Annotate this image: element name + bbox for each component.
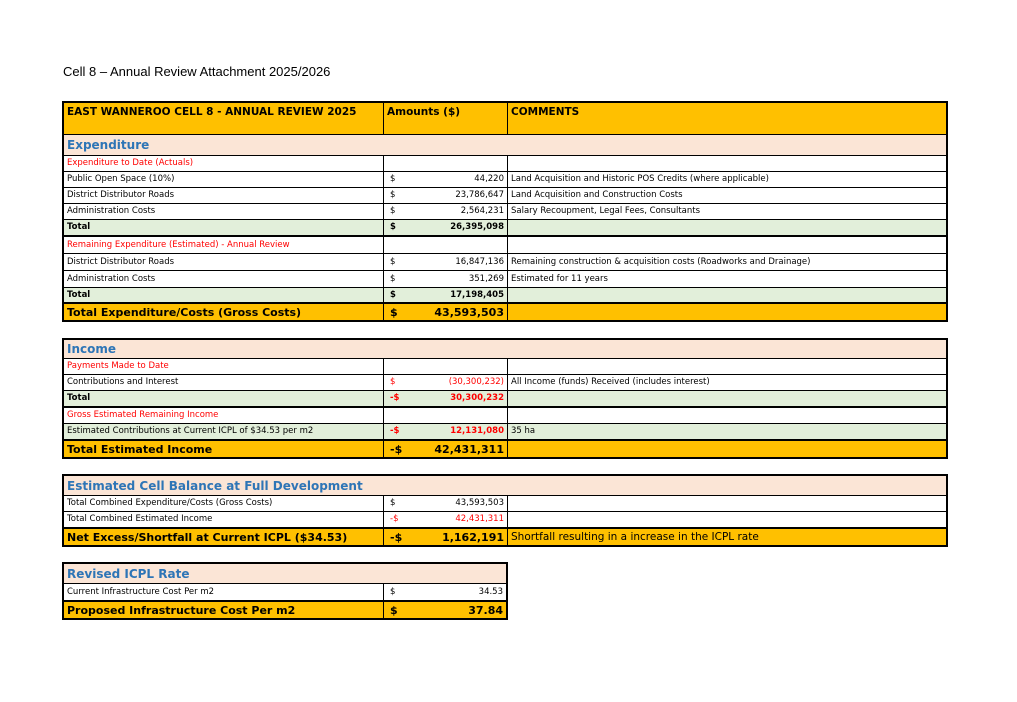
currency-sign: -$ bbox=[390, 530, 403, 544]
empty-cell bbox=[508, 304, 948, 322]
row-label: Total Combined Estimated Income bbox=[62, 512, 384, 529]
table-row bbox=[62, 271, 948, 288]
income-heading-row bbox=[62, 338, 948, 359]
amount-cell bbox=[384, 529, 508, 547]
amount-cell bbox=[384, 375, 508, 391]
amount-cell bbox=[384, 172, 508, 188]
gross-label-row bbox=[62, 408, 948, 424]
table-row bbox=[62, 375, 948, 391]
amount-cell bbox=[384, 271, 508, 288]
empty-cell bbox=[384, 359, 508, 375]
amount-value: 26,395,098 bbox=[450, 222, 504, 233]
amount-value: 37.84 bbox=[468, 603, 503, 617]
empty-cell bbox=[384, 156, 508, 172]
amount-value: 42,431,311 bbox=[434, 442, 504, 456]
currency-sign: $ bbox=[390, 273, 396, 284]
currency-sign: $ bbox=[390, 206, 396, 217]
amount-cell bbox=[384, 204, 508, 220]
currency-sign: $ bbox=[390, 256, 396, 267]
amount-value: 30,300,232 bbox=[450, 393, 504, 404]
row-label: District Distributor Roads bbox=[62, 188, 384, 204]
currency-sign: $ bbox=[390, 377, 396, 388]
amount-value: 12,131,080 bbox=[450, 426, 504, 437]
amount-value: 44,220 bbox=[474, 174, 504, 185]
amount-cell bbox=[384, 391, 508, 408]
amount-value: 17,198,405 bbox=[450, 289, 504, 300]
amount-value: 42,431,311 bbox=[455, 514, 504, 525]
currency-sign: $ bbox=[390, 174, 396, 185]
empty-cell bbox=[508, 220, 948, 237]
amount-value: 34.53 bbox=[478, 586, 503, 597]
amount-value: 1,162,191 bbox=[442, 530, 504, 544]
income-grand-total-row bbox=[62, 441, 948, 459]
comment-cell: 35 ha bbox=[508, 424, 948, 441]
row-label: Administration Costs bbox=[62, 271, 384, 288]
table-header-row bbox=[62, 101, 948, 135]
empty-cell bbox=[508, 156, 948, 172]
currency-sign: -$ bbox=[390, 442, 403, 456]
row-label: Current Infrastructure Cost Per m2 bbox=[62, 584, 384, 602]
row-label: Contributions and Interest bbox=[62, 375, 384, 391]
currency-sign: $ bbox=[390, 222, 396, 233]
empty-cell bbox=[508, 237, 948, 254]
expenditure-total-row bbox=[62, 220, 948, 237]
comment-cell: Shortfall resulting in a increase in the ICPL rate bbox=[508, 529, 948, 547]
amount-cell bbox=[384, 512, 508, 529]
empty-cell bbox=[508, 512, 948, 529]
amount-value: 351,269 bbox=[468, 273, 504, 284]
row-label: Administration Costs bbox=[62, 204, 384, 220]
header-amounts: Amounts ($) bbox=[384, 101, 508, 135]
remaining-total-row bbox=[62, 288, 948, 304]
currency-sign: $ bbox=[390, 289, 396, 300]
table-row bbox=[62, 424, 948, 441]
empty-cell bbox=[508, 359, 948, 375]
table-row bbox=[62, 204, 948, 220]
payments-label-row bbox=[62, 359, 948, 375]
row-label: Net Excess/Shortfall at Current ICPL ($34.53) bbox=[62, 529, 384, 547]
expenditure-heading: Expenditure bbox=[62, 135, 948, 156]
spacer-row bbox=[62, 547, 948, 562]
amount-value: (30,300,232) bbox=[448, 377, 504, 388]
amount-cell bbox=[384, 602, 508, 620]
amount-cell bbox=[384, 496, 508, 512]
amount-value: 16,847,136 bbox=[455, 256, 504, 267]
expenditure-grand-total-row bbox=[62, 304, 948, 322]
empty-cell bbox=[508, 391, 948, 408]
amount-value: 43,593,503 bbox=[434, 305, 504, 319]
currency-sign: -$ bbox=[390, 514, 399, 525]
currency-sign: -$ bbox=[390, 426, 400, 437]
row-label: Total bbox=[62, 288, 384, 304]
annual-review-table bbox=[62, 101, 948, 621]
comment-cell: All Income (funds) Received (includes interest) bbox=[508, 375, 948, 391]
row-label: Total Estimated Income bbox=[62, 441, 384, 459]
spacer-row bbox=[62, 459, 948, 474]
table-row bbox=[62, 496, 948, 512]
income-heading: Income bbox=[62, 338, 948, 359]
gross-label: Gross Estimated Remaining Income bbox=[62, 408, 384, 424]
net-balance-row bbox=[62, 529, 948, 547]
row-label: Total bbox=[62, 391, 384, 408]
proposed-icpl-row bbox=[62, 602, 948, 620]
header-comments: COMMENTS bbox=[508, 101, 948, 135]
table-row bbox=[62, 512, 948, 529]
empty-cell bbox=[384, 237, 508, 254]
row-label: Total Expenditure/Costs (Gross Costs) bbox=[62, 304, 384, 322]
row-label: Proposed Infrastructure Cost Per m2 bbox=[62, 602, 384, 620]
expenditure-heading-row bbox=[62, 135, 948, 156]
amount-cell bbox=[384, 254, 508, 271]
amount-cell bbox=[384, 188, 508, 204]
amount-value: 43,593,503 bbox=[455, 498, 504, 509]
empty-cell bbox=[508, 408, 948, 424]
comment-cell: Land Acquisition and Historic POS Credits (where applicable) bbox=[508, 172, 948, 188]
currency-sign: $ bbox=[390, 190, 396, 201]
comment-cell: Salary Recoupment, Legal Fees, Consultants bbox=[508, 204, 948, 220]
actuals-label: Expenditure to Date (Actuals) bbox=[62, 156, 384, 172]
balance-heading-row bbox=[62, 474, 948, 496]
actuals-label-row bbox=[62, 156, 948, 172]
payments-label: Payments Made to Date bbox=[62, 359, 384, 375]
row-label: Total bbox=[62, 220, 384, 237]
table-row bbox=[62, 188, 948, 204]
row-label: Total Combined Expenditure/Costs (Gross Costs) bbox=[62, 496, 384, 512]
currency-sign: $ bbox=[390, 305, 398, 319]
remaining-label-row bbox=[62, 237, 948, 254]
icpl-heading: Revised ICPL Rate bbox=[62, 562, 508, 584]
balance-heading: Estimated Cell Balance at Full Development bbox=[62, 474, 948, 496]
icpl-heading-row bbox=[62, 562, 948, 584]
amount-cell bbox=[384, 220, 508, 237]
remaining-label: Remaining Expenditure (Estimated) - Annual Review bbox=[62, 237, 384, 254]
empty-cell bbox=[508, 496, 948, 512]
table-row bbox=[62, 172, 948, 188]
row-label: District Distributor Roads bbox=[62, 254, 384, 271]
amount-cell bbox=[384, 441, 508, 459]
amount-value: 2,564,231 bbox=[460, 206, 504, 217]
empty-cell bbox=[508, 288, 948, 304]
table-row bbox=[62, 584, 948, 602]
comment-cell: Estimated for 11 years bbox=[508, 271, 948, 288]
amount-cell bbox=[384, 304, 508, 322]
table-row bbox=[62, 254, 948, 271]
amount-cell bbox=[384, 584, 508, 602]
comment-cell: Remaining construction & acquisition costs (Roadworks and Drainage) bbox=[508, 254, 948, 271]
income-total-row bbox=[62, 391, 948, 408]
row-label: Public Open Space (10%) bbox=[62, 172, 384, 188]
amount-cell bbox=[384, 288, 508, 304]
amount-value: 23,786,647 bbox=[455, 190, 504, 201]
empty-cell bbox=[508, 441, 948, 459]
currency-sign: $ bbox=[390, 603, 398, 617]
currency-sign: $ bbox=[390, 586, 396, 597]
currency-sign: $ bbox=[390, 498, 396, 509]
comment-cell: Land Acquisition and Construction Costs bbox=[508, 188, 948, 204]
amount-cell bbox=[384, 424, 508, 441]
currency-sign: -$ bbox=[390, 393, 400, 404]
empty-cell bbox=[384, 408, 508, 424]
document-title: Cell 8 – Annual Review Attachment 2025/2026 bbox=[63, 64, 331, 79]
header-title: EAST WANNEROO CELL 8 - ANNUAL REVIEW 2025 bbox=[62, 101, 384, 135]
spacer-row bbox=[62, 322, 948, 338]
row-label: Estimated Contributions at Current ICPL of $34.53 per m2 bbox=[62, 424, 384, 441]
